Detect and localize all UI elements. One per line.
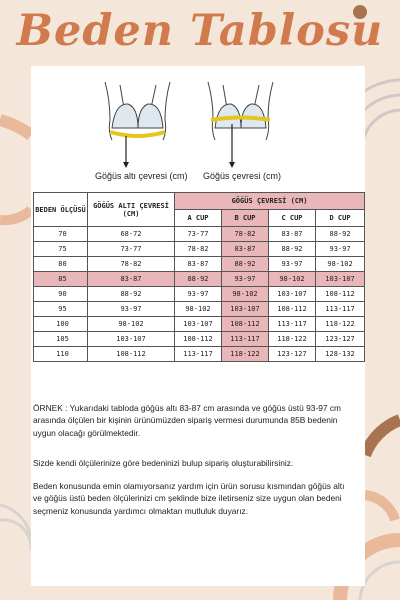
- table-cell: 93-97: [222, 272, 269, 287]
- table-cell: 108-112: [269, 302, 316, 317]
- underbust-illustration: [105, 82, 170, 168]
- help-paragraph: Beden konusunda emin olamıyorsanız yardım için ürün sorusu kısmından göğüs altı ve göğüs üstü beden ölçülerinizi cm şeklinde bize iletirseniz size uygun olan bedeni seçmeniz konusunda yardımcı olmaktan mutluluk duyarız.: [33, 481, 345, 516]
- bust-illustration: [208, 82, 273, 168]
- size-table: [33, 192, 365, 362]
- table-cell: 75: [34, 242, 88, 257]
- deco-arc: [365, 420, 400, 455]
- page-title: Beden Tablosu: [16, 6, 384, 56]
- table-cell: 93-97: [88, 302, 175, 317]
- table-cell: 80: [34, 257, 88, 272]
- table-cell: 98-102: [88, 317, 175, 332]
- deco-arc: [365, 495, 395, 520]
- cup-header: A CUP: [175, 210, 222, 227]
- table-cell: 93-97: [269, 257, 316, 272]
- table-row: [34, 347, 365, 362]
- table-cell: 108-112: [88, 347, 175, 362]
- table-cell: 85: [34, 272, 88, 287]
- table-cell: 78-82: [222, 227, 269, 242]
- table-row: [34, 287, 365, 302]
- cup-header: D CUP: [316, 210, 365, 227]
- table-row: [34, 332, 365, 347]
- table-cell: 105: [34, 332, 88, 347]
- table-cell: 98-102: [316, 257, 365, 272]
- table-cell: 103-107: [175, 317, 222, 332]
- deco-arc: [360, 562, 400, 600]
- table-cell: 103-107: [316, 272, 365, 287]
- table-cell: 128-132: [316, 347, 365, 362]
- table-row: [34, 317, 365, 332]
- table-cell: 90: [34, 287, 88, 302]
- table-cell: 95: [34, 302, 88, 317]
- table-cell: 88-92: [316, 227, 365, 242]
- table-cell: 83-87: [88, 272, 175, 287]
- table-cell: 118-122: [316, 317, 365, 332]
- table-cell: 88-92: [269, 242, 316, 257]
- table-cell: 93-97: [316, 242, 365, 257]
- table-row: [34, 242, 365, 257]
- underbust-column-header: GÖĞÜS ALTI ÇEVRESİ (CM): [88, 193, 175, 227]
- table-cell: 123-127: [269, 347, 316, 362]
- table-cell: 98-102: [222, 287, 269, 302]
- table-cell: 103-107: [269, 287, 316, 302]
- cup-header: C CUP: [269, 210, 316, 227]
- measurement-illustrations: [0, 0, 400, 200]
- table-cell: 78-82: [175, 242, 222, 257]
- table-cell: 88-92: [175, 272, 222, 287]
- table-cell: 98-102: [175, 302, 222, 317]
- table-cell: 100: [34, 317, 88, 332]
- table-cell: 103-107: [88, 332, 175, 347]
- table-cell: 123-127: [316, 332, 365, 347]
- table-cell: 93-97: [175, 287, 222, 302]
- table-cell: 83-87: [175, 257, 222, 272]
- table-cell: 110: [34, 347, 88, 362]
- table-cell: 70: [34, 227, 88, 242]
- table-cell: 118-122: [222, 347, 269, 362]
- table-cell: 73-77: [88, 242, 175, 257]
- table-row: [34, 257, 365, 272]
- table-cell: 108-112: [222, 317, 269, 332]
- table-cell: 78-82: [88, 257, 175, 272]
- table-cell: 118-122: [269, 332, 316, 347]
- find-size-paragraph: Sizde kendi ölçülerinize göre bedeninizi bulup sipariş oluşturabilirsiniz.: [33, 458, 294, 468]
- table-row: [34, 302, 365, 317]
- table-cell: 98-102: [269, 272, 316, 287]
- deco-arc: [0, 210, 31, 220]
- size-column-header: BEDEN ÖLÇÜSÜ: [34, 193, 88, 227]
- table-cell: 113-117: [269, 317, 316, 332]
- table-cell: 73-77: [175, 227, 222, 242]
- cup-header: B CUP: [222, 210, 269, 227]
- table-cell: 88-92: [222, 257, 269, 272]
- bust-label: Göğüs çevresi (cm): [203, 171, 282, 181]
- table-cell: 108-112: [316, 287, 365, 302]
- example-paragraph: ÖRNEK : Yukarıdaki tabloda göğüs altı 83-87 cm arasında ve göğüs üstü 93-97 cm arasında ölçülen bir kişinin ürünümüzden sipariş vermesi durumunda 85B bedenin uygun olacağı görülmektedir.: [33, 403, 342, 438]
- table-cell: 83-87: [222, 242, 269, 257]
- table-row: [34, 227, 365, 242]
- bust-column-header: GÖĞÜS ÇEVRESİ (CM): [175, 193, 365, 210]
- table-cell: 108-112: [175, 332, 222, 347]
- table-cell: 83-87: [269, 227, 316, 242]
- table-row-highlighted: [34, 272, 365, 287]
- table-cell: 88-92: [88, 287, 175, 302]
- table-cell: 103-107: [222, 302, 269, 317]
- table-cell: 113-117: [222, 332, 269, 347]
- table-cell: 68-72: [88, 227, 175, 242]
- table-cell: 113-117: [316, 302, 365, 317]
- table-cell: 113-117: [175, 347, 222, 362]
- underbust-label: Göğüs altı çevresi (cm): [95, 171, 188, 181]
